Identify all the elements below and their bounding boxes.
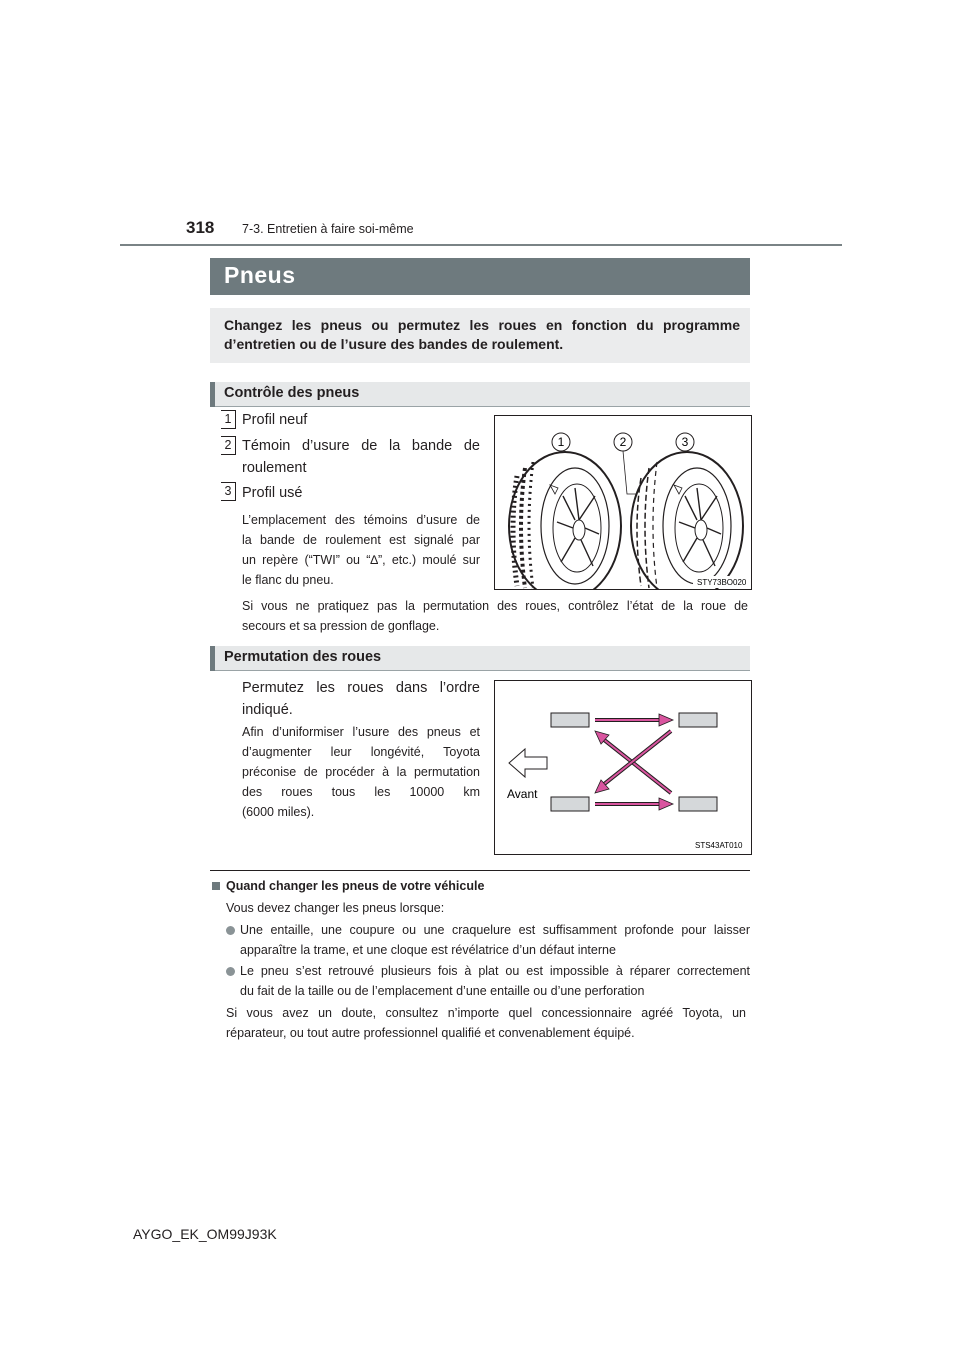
bullet-line: Le pneu s’est retrouvé plusieurs fois à plat ou est impossible à réparer correctement	[240, 964, 750, 978]
bullet-line: apparaître la trame, et une cloque est révélatrice d’un défaut interne	[240, 943, 616, 957]
closing-line: Si vous avez un doute, consultez n’importe quel concessionnaire agréé Toyota, un	[226, 1006, 746, 1020]
callout-2-label: 2	[619, 435, 627, 449]
closing-note	[226, 1003, 746, 1043]
wear-indicator-note	[242, 510, 480, 590]
bullet-line: Une entaille, une coupure ou une craquelure est suffisamment profonde pour laisser	[240, 923, 750, 937]
callout-1-label: 1	[557, 435, 565, 449]
header-divider	[120, 244, 842, 246]
rotation-note	[242, 722, 480, 822]
front-label: Avant	[507, 787, 538, 801]
heading-accent	[210, 646, 215, 671]
item-wear-indicator-line1: Témoin d’usure de la bande de	[242, 438, 480, 454]
item-wear-indicator-line2: roulement	[242, 460, 307, 476]
rotation-note-line: des roues tous les 10000 km	[242, 785, 480, 799]
intro-line-1: Changez les pneus ou permutez les roues en fonction du programme	[224, 317, 740, 333]
wheel-rear-left	[551, 797, 589, 811]
tire-check-heading-bar	[210, 382, 750, 407]
bullet-dot-icon	[226, 967, 235, 976]
tire-check-heading: Contrôle des pneus	[224, 385, 360, 401]
worn-tread-tire	[631, 452, 743, 589]
wheel-front-right	[679, 713, 717, 727]
when-to-change-heading-text: Quand changer les pneus de votre véhicule	[226, 879, 485, 893]
when-to-change-heading	[212, 879, 484, 893]
page-number: 318	[186, 218, 215, 237]
rotation-arrow-top	[595, 714, 673, 726]
rotation-diagram	[495, 681, 751, 854]
note-line: la bande de roulement est signalé par	[242, 533, 480, 547]
tire-figure-code: STY73BO020	[697, 578, 747, 587]
note-line: L’emplacement des témoins d’usure de	[242, 513, 480, 527]
rotation-instruction-line: indiqué.	[242, 702, 293, 718]
rotation-note-line: préconise de procéder à la permutation	[242, 765, 480, 779]
rotation-note-line: (6000 miles).	[242, 805, 315, 819]
wheel-front-left	[551, 713, 589, 727]
rotation-note-line: Afin d’uniformiser l’usure des pneus et	[242, 725, 480, 739]
spare-tire-note	[242, 596, 748, 636]
item-number-2: 2	[221, 436, 236, 455]
callout-3-label: 3	[681, 435, 689, 449]
note-line: le flanc du pneu.	[242, 573, 334, 587]
closing-line: réparateur, ou tout autre professionnel qualifié et convenablement équipé.	[226, 1026, 635, 1040]
note-line: un repère (“TWI” ou “∆”, etc.) moulé sur	[242, 553, 480, 567]
tire-tread-figure	[494, 415, 752, 590]
rotation-note-line: d’augmenter leur longévité, Toyota	[242, 745, 480, 759]
bullet-item-2	[240, 961, 750, 1001]
rotation-heading-bar	[210, 646, 750, 671]
section-reference: 7-3. Entretien à faire soi-même	[242, 222, 414, 236]
rotation-figure	[494, 680, 752, 855]
rotation-instruction-line: Permutez les roues dans l’ordre	[242, 680, 480, 696]
item-number-1: 1	[221, 410, 236, 429]
bullet-item-1	[240, 920, 750, 960]
rotation-instruction	[242, 677, 480, 721]
front-direction-arrow-icon	[509, 749, 547, 777]
new-tread-tire	[509, 452, 621, 589]
document-code-footer: AYGO_EK_OM99J93K	[133, 1226, 277, 1242]
section-divider	[210, 870, 750, 871]
spare-note-line: Si vous ne pratiquez pas la permutation des roues, contrôlez l’état de la roue de	[242, 599, 748, 613]
page-title: Pneus	[224, 262, 296, 288]
rotation-arrow-bottom	[595, 798, 673, 810]
item-worn-tread: Profil usé	[242, 485, 303, 501]
item-new-tread: Profil neuf	[242, 412, 308, 428]
rotation-figure-code: STS43AT010	[695, 841, 743, 850]
square-bullet-icon	[212, 882, 220, 890]
spare-note-line: secours et sa pression de gonflage.	[242, 619, 440, 633]
intro-line-2: d’entretien ou de l’usure des bandes de roulement.	[224, 336, 564, 352]
when-to-change-intro: Vous devez changer les pneus lorsque:	[226, 901, 445, 915]
item-number-3: 3	[221, 482, 236, 501]
bullet-line: du fait de la taille ou de l’emplacement d’une entaille ou d’une perforation	[240, 984, 645, 998]
rotation-heading: Permutation des roues	[224, 649, 382, 665]
heading-accent	[210, 382, 215, 407]
bullet-dot-icon	[226, 926, 235, 935]
tire-tread-illustration	[495, 416, 751, 589]
wheel-rear-right	[679, 797, 717, 811]
